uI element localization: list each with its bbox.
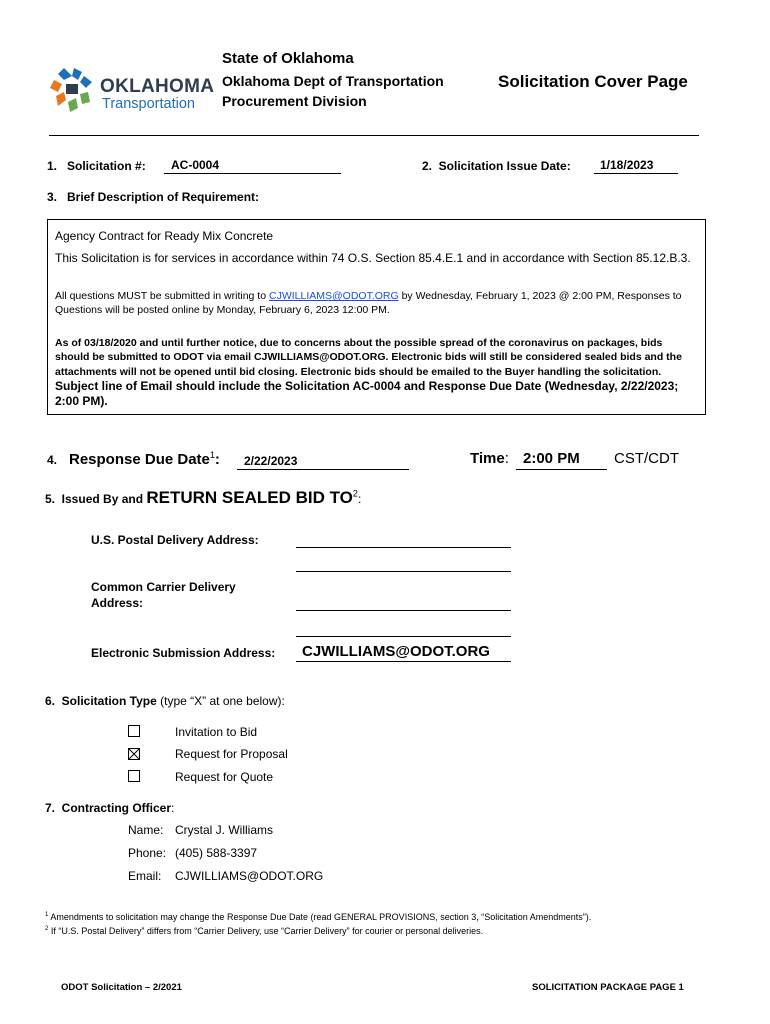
officer-email-label: Email: [128, 869, 162, 883]
carrier-address-label-1: Common Carrier Delivery [91, 580, 236, 594]
officer-name-label: Name: [128, 823, 164, 837]
odot-logo [50, 66, 215, 114]
response-due-label: Response Due Date$^1$: [69, 450, 220, 468]
electronic-address-label: Electronic Submission Address: [91, 646, 276, 660]
description-box[interactable] [47, 219, 706, 415]
timezone-label: CST/CDT [614, 450, 679, 467]
logo-oklahoma-text: OKLAHOMA [100, 76, 215, 97]
solicitation-type-label: 6. Solicitation Type (type “X” at one below): [45, 694, 285, 708]
carrier-address-line-2[interactable] [296, 620, 511, 637]
description-p3: All questions MUST be submitted in writing to CJWILLIAMS@ODOT.ORG by Wednesday, February 1, 2023 @ 2:00 PM, Responses to Questions will be posted online by Monday, February 6, 2023 12:00 PM. [55, 290, 682, 316]
contracting-officer-label: 7. Contracting Officer: [45, 801, 175, 815]
response-due-num: 4. [47, 453, 58, 467]
response-due-date-field[interactable]: 2/22/2023 [237, 454, 409, 470]
header-state: State of Oklahoma [222, 50, 354, 67]
checkmark-x-icon [129, 749, 139, 759]
page-title: Solicitation Cover Page [498, 72, 688, 91]
carrier-address-label-2: Address: [91, 596, 144, 610]
request-for-quote-label: Request for Quote [175, 770, 274, 784]
invitation-to-bid-label: Invitation to Bid [175, 725, 258, 739]
request-for-proposal-checkbox[interactable] [128, 748, 140, 760]
brief-description-label: 3. Brief Description of Requirement: [47, 190, 260, 204]
solicitation-number-label: 1. Solicitation #: [47, 159, 146, 173]
description-p2: This Solicitation is for services in accordance within 74 O.S. Section 85.4.E.1 and in accordance with Section 85.12.B.3. [55, 251, 691, 265]
issue-date-label: 2. Solicitation Issue Date: [422, 159, 571, 173]
officer-email: CJWILLIAMS@ODOT.ORG [175, 869, 324, 883]
description-p4: As of 03/18/2020 and until further notice, due to concerns about the possible spread of the coronavirus on packages, bids should be submitted to ODOT via email CJWILLIAMS@ODOT.ORG. Electronic bids will still be considered sealed bids and the attachments will not be opened until bid closing. Electronic bids should be emailed to the Buyer handling the solicitation. Subject line of Email should include the Solicitation AC-0004 and Response Due Date (Wednesday, 2/22/2023; 2:00 PM). [55, 337, 682, 408]
footnote-2: $^2$ If “U.S. Postal Delivery” differs from “Carrier Delivery, use “Carrier Delivery” for courier or personal deliveries. [45, 926, 484, 936]
description-p1: Agency Contract for Ready Mix Concrete [55, 229, 274, 243]
questions-email-link[interactable]: CJWILLIAMS@ODOT.ORG [268, 290, 399, 302]
solicitation-number-field[interactable]: AC-0004 [164, 158, 341, 174]
logo-transportation-text: Transportation [102, 96, 195, 112]
request-for-quote-checkbox[interactable] [128, 770, 140, 782]
header-dept: Oklahoma Dept of Transportation [222, 73, 444, 89]
invitation-to-bid-checkbox[interactable] [128, 725, 140, 737]
header-division: Procurement Division [222, 93, 367, 109]
oklahoma-logo-mark-icon [50, 66, 94, 112]
carrier-address-line-1[interactable] [296, 594, 511, 611]
postal-address-line-2[interactable] [296, 555, 511, 572]
header-divider [49, 135, 699, 136]
issue-date-field[interactable]: 1/18/2023 [594, 158, 678, 174]
postal-address-line-1[interactable] [296, 531, 511, 548]
postal-address-label: U.S. Postal Delivery Address: [91, 533, 259, 547]
time-label: Time: [470, 450, 509, 467]
return-bid-heading: 5. Issued By and RETURN SEALED BID $TO^2$: [45, 488, 362, 507]
request-for-proposal-label: Request for Proposal [175, 747, 288, 761]
footnote-1: $^1$ Amendments to solicitation may change the Response Due Date (read GENERAL PROVISIONS, section 3, “Solicitation Amendments”). [45, 912, 592, 922]
officer-phone-label: Phone: [128, 846, 167, 860]
officer-phone: (405) 588-3397 [175, 846, 258, 860]
response-time-field[interactable]: 2:00 PM [516, 450, 607, 470]
footer-right: SOLICITATION PACKAGE PAGE 1 [532, 982, 684, 993]
footer-left: ODOT Solicitation – 2/2021 [61, 982, 182, 993]
officer-name: Crystal J. Williams [175, 823, 273, 837]
electronic-address-field[interactable]: CJWILLIAMS@ODOT.ORG [296, 643, 511, 662]
